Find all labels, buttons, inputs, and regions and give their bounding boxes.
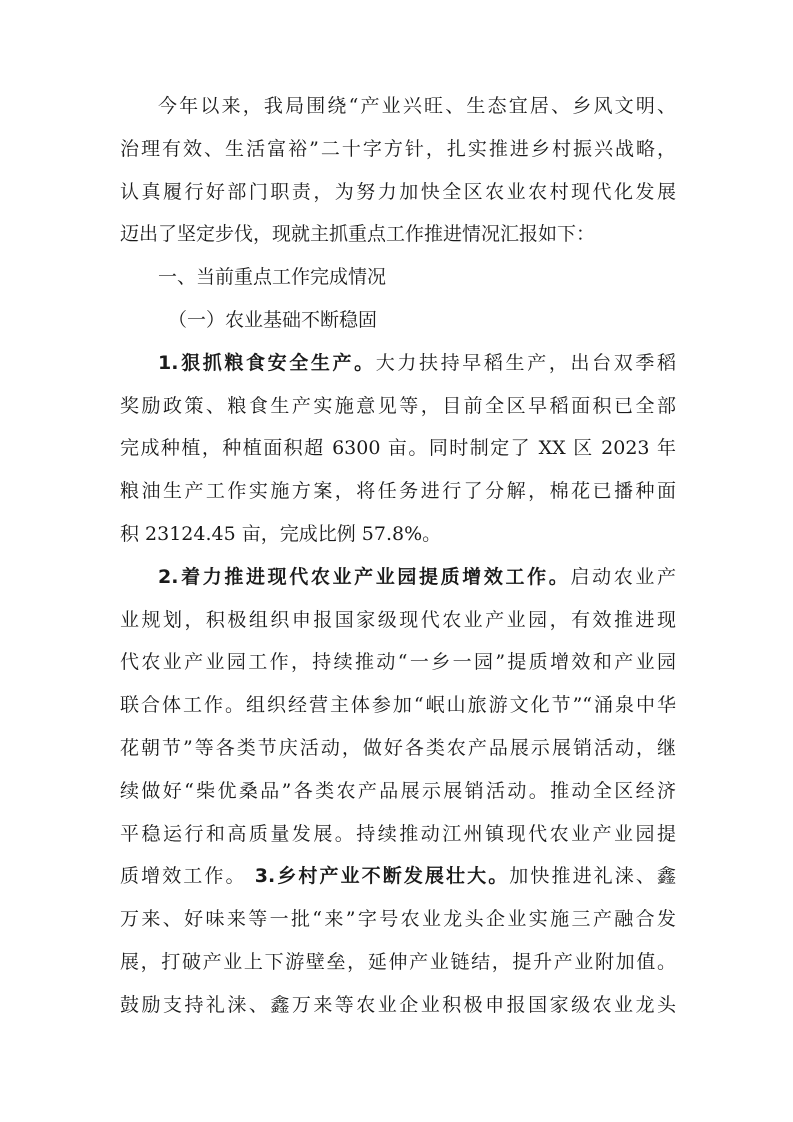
item2-first-line-text: 启动农业产 <box>570 565 676 588</box>
item3-first-line-text: 加快推进礼涞、鑫 <box>509 865 676 888</box>
section-heading-1: 一、当前重点工作完成情况 <box>158 266 387 289</box>
intro-line-2: 治理有效、生活富裕”二十字方针，扎实推进乡村振兴战略， <box>120 137 676 160</box>
intro-line-1: 今年以来，我局围绕“产业兴旺、生态宜居、乡风文明、 <box>158 95 676 117</box>
item1-line: 粮油生产工作实施方案，将任务进行了分解，棉花已播种面 <box>120 480 676 503</box>
item2-line: 联合体工作。组织经营主体参加“岷山旅游文化节”“涌泉中华 <box>120 694 676 717</box>
item2-first-line <box>120 556 676 599</box>
document-body <box>120 85 676 1027</box>
item1-line: 奖励政策、粮食生产实施意见等，目前全区早稻面积已全部 <box>120 394 676 417</box>
item2-line: 代农业产业园工作，持续推动“一乡一园”提质增效和产业园 <box>120 651 676 674</box>
item2-line: 花朝节”等各类节庆活动，做好各类农产品展示展销活动，继 <box>120 736 676 759</box>
item1-title: 1.狠抓粮食安全生产。 <box>158 351 376 374</box>
item3-line: 鼓励支持礼涞、鑫万来等农业企业积极申报国家级农业龙头 <box>120 993 676 1016</box>
item3-line: 展，打破产业上下游壁垒，延伸产业链结，提升产业附加值。 <box>120 950 676 973</box>
item2-line: 业规划，积极组织申报国家级现代农业产业园，有效推进现 <box>120 608 676 631</box>
item1-line: 完成种植，种植面积超 6300 亩。同时制定了 XX 区 2023 年 <box>120 437 676 460</box>
item1-first-line-text: 大力扶持早稻生产，出台双季稻 <box>375 351 676 374</box>
item2-title: 2.着力推进现代农业产业园提质增效工作。 <box>158 565 571 588</box>
item1-line: 积 23124.45 亩，完成比例 57.8%。 <box>120 522 442 545</box>
item2-line: 平稳运行和高质量发展。持续推动江州镇现代农业产业园提 <box>120 822 676 845</box>
section-heading-2: （一）农业基础不断稳固 <box>168 308 378 331</box>
item1-first-line <box>120 342 676 385</box>
item2-item3-joined-line <box>120 855 676 898</box>
item3-line: 万来、好味来等一批“来”字号农业龙头企业实施三产融合发 <box>120 908 676 931</box>
intro-line-3: 认真履行好部门职责，为努力加快全区农业农村现代化发展 <box>120 180 676 203</box>
item2-last-line-text: 质增效工作。 <box>120 865 247 888</box>
intro-line-4: 迈出了坚定步伐，现就主抓重点工作推进情况汇报如下： <box>120 223 596 246</box>
item2-line: 续做好“柴优桑品”各类农产品展示展销活动。推动全区经济 <box>120 779 676 802</box>
item3-title: 3.乡村产业不断发展壮大。 <box>254 865 510 888</box>
